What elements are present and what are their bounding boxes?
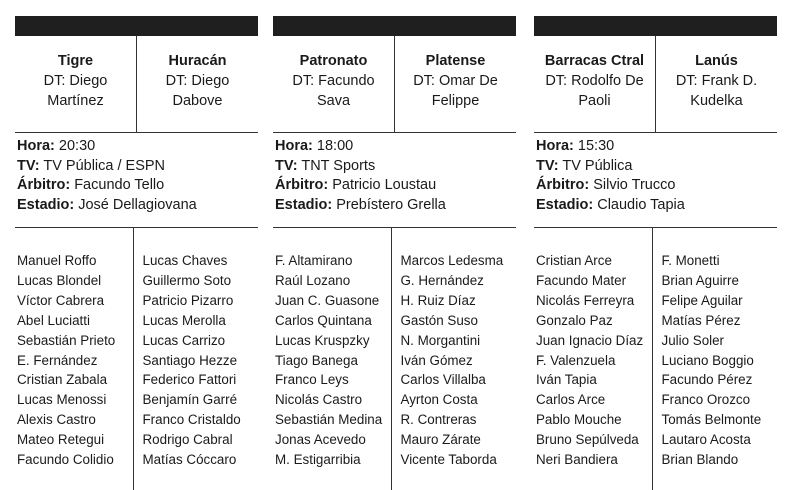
player-name: M. Estigarribia — [275, 452, 361, 468]
player-name: Juan C. Guasone — [275, 292, 380, 308]
info-value: 15:30 — [577, 138, 615, 154]
info-tv — [17, 157, 258, 177]
player-name: Federico Fattori — [142, 372, 237, 388]
match-info — [273, 133, 516, 228]
info-label: TV: — [536, 157, 559, 174]
info-arbitro — [17, 176, 258, 196]
player-name: Nicolás Castro — [275, 392, 363, 408]
info-value: José Dellagiovana — [78, 196, 197, 213]
player-name: Patricio Pizarro — [142, 292, 234, 308]
coach-name: DT: Diego Dabove — [165, 73, 230, 109]
match-card — [15, 16, 258, 490]
info-hora — [275, 137, 516, 157]
away-players-list — [133, 228, 259, 490]
home-team — [534, 36, 655, 132]
player-name: Marcos Ledesma — [400, 253, 504, 268]
player-name: Guillermo Soto — [142, 272, 232, 288]
player-name: Facundo Colidio — [17, 452, 114, 468]
away-team — [136, 36, 258, 132]
info-label: Hora: — [536, 138, 574, 154]
match-info — [15, 133, 258, 228]
info-label: TV: — [275, 157, 298, 174]
player-name: Matías Pérez — [661, 312, 741, 328]
info-label: Hora: — [275, 138, 313, 154]
team-name: Lanús — [695, 53, 738, 69]
team-name: Patronato — [299, 53, 368, 69]
player-name: Tiago Banega — [275, 352, 358, 368]
info-value: Silvio Trucco — [593, 177, 676, 193]
match-card — [273, 16, 516, 490]
player-name: Santiago Hezze — [142, 352, 238, 368]
team-name: Barracas Ctral — [544, 53, 645, 69]
player-name: Luciano Boggio — [661, 352, 754, 368]
player-name: Brian Aguirre — [661, 272, 739, 288]
info-label: Hora: — [17, 138, 55, 154]
teams-row — [15, 36, 258, 133]
player-name: Jonas Acevedo — [275, 432, 366, 448]
teams-row — [273, 36, 516, 133]
away-players-list — [391, 228, 517, 490]
player-name: Mauro Zárate — [400, 432, 481, 448]
player-name: Juan Ignacio Díaz — [536, 332, 644, 348]
player-name: Felipe Aguilar — [661, 292, 743, 308]
info-value: 18:00 — [316, 138, 354, 154]
coach-name: DT: Omar De Felippe — [413, 73, 498, 109]
player-name: Facundo Mater — [536, 272, 627, 288]
info-value: TV Pública — [562, 157, 633, 174]
player-name: Tomás Belmonte — [661, 412, 762, 428]
info-value: 20:30 — [58, 138, 96, 154]
info-value: Facundo Tello — [74, 177, 165, 193]
player-name: Raúl Lozano — [275, 272, 351, 288]
player-name: Carlos Villalba — [400, 372, 486, 388]
player-name: Lucas Menossi — [17, 392, 107, 408]
player-name: Cristian Arce — [536, 253, 612, 268]
player-name: Mateo Retegui — [17, 432, 105, 448]
home-players-list — [534, 228, 652, 490]
player-name: Lautaro Acosta — [661, 432, 751, 448]
header-bar — [273, 16, 516, 36]
away-players-list — [652, 228, 778, 490]
info-arbitro — [275, 176, 516, 196]
player-name: Pablo Mouche — [536, 412, 622, 428]
player-name: Lucas Blondel — [17, 272, 102, 288]
player-name: Matías Cóccaro — [142, 452, 237, 468]
info-label: Árbitro: — [536, 177, 590, 193]
teams-row — [534, 36, 777, 133]
coach-name: DT: Facundo Sava — [292, 73, 375, 109]
home-team — [273, 36, 394, 132]
player-name: Alexis Castro — [17, 412, 96, 428]
player-name: Carlos Arce — [536, 392, 606, 408]
player-name: F. Valenzuela — [536, 352, 616, 368]
player-name: Franco Orozco — [661, 392, 751, 408]
away-team — [655, 36, 777, 132]
header-bar — [534, 16, 777, 36]
lineups — [273, 228, 516, 490]
player-name: Iván Tapia — [536, 372, 597, 388]
info-estadio — [275, 196, 516, 216]
player-name: Vicente Taborda — [400, 452, 497, 468]
info-label: Estadio: — [536, 196, 594, 213]
player-name: Sebastián Prieto — [17, 332, 116, 348]
info-label: Estadio: — [275, 196, 333, 213]
player-name: Ayrton Costa — [400, 392, 478, 408]
info-tv — [536, 157, 777, 177]
home-players-list — [15, 228, 133, 490]
coach-name: DT: Diego Martínez — [43, 73, 108, 109]
player-name: Franco Cristaldo — [142, 412, 241, 428]
player-name: Nicolás Ferreyra — [536, 292, 635, 308]
info-arbitro — [536, 176, 777, 196]
player-name: R. Contreras — [400, 412, 477, 428]
player-name: Brian Blando — [661, 452, 739, 468]
match-info — [534, 133, 777, 228]
player-name: N. Morgantini — [400, 332, 481, 348]
player-name: E. Fernández — [17, 352, 98, 368]
match-card — [534, 16, 777, 490]
player-name: Carlos Quintana — [275, 312, 372, 328]
player-name: Gastón Suso — [400, 312, 478, 328]
info-value: TV Pública / ESPN — [43, 157, 166, 174]
info-label: Árbitro: — [275, 177, 329, 193]
player-name: Víctor Cabrera — [17, 292, 105, 308]
player-name: Lucas Kruspzky — [275, 332, 370, 348]
info-hora — [17, 137, 258, 157]
team-name: Tigre — [57, 53, 94, 69]
info-label: Árbitro: — [17, 177, 71, 193]
info-estadio — [17, 196, 258, 216]
home-players-list — [273, 228, 391, 490]
info-value: TNT Sports — [301, 157, 376, 174]
player-name: H. Ruiz Díaz — [400, 292, 476, 308]
player-name: Facundo Pérez — [661, 372, 753, 388]
player-name: Cristian Zabala — [17, 372, 108, 388]
player-name: Rodrigo Cabral — [142, 432, 233, 448]
player-name: Julio Soler — [661, 332, 725, 348]
player-name: Franco Leys — [275, 372, 349, 388]
player-name: Bruno Sepúlveda — [536, 432, 639, 448]
player-name: Lucas Chaves — [142, 253, 228, 268]
player-name: Gonzalo Paz — [536, 312, 613, 328]
player-name: Abel Luciatti — [17, 312, 90, 328]
player-name: Manuel Roffo — [17, 253, 97, 268]
info-value: Claudio Tapia — [597, 196, 685, 213]
info-value: Prebístero Grella — [336, 196, 446, 213]
player-name: Lucas Merolla — [142, 312, 226, 328]
info-estadio — [536, 196, 777, 216]
header-bar — [15, 16, 258, 36]
coach-name: DT: Rodolfo De Paoli — [545, 73, 644, 109]
player-name: Benjamín Garré — [142, 392, 238, 408]
lineups — [534, 228, 777, 490]
player-name: Lucas Carrizo — [142, 332, 226, 348]
info-hora — [536, 137, 777, 157]
player-name: Sebastián Medina — [275, 412, 383, 428]
player-name: G. Hernández — [400, 272, 484, 288]
home-team — [15, 36, 136, 132]
coach-name: DT: Frank D. Kudelka — [675, 73, 758, 109]
info-tv — [275, 157, 516, 177]
player-name: F. Monetti — [661, 253, 720, 268]
player-name: Neri Bandiera — [536, 452, 618, 468]
info-label: Estadio: — [17, 196, 75, 213]
player-name: Iván Gómez — [400, 352, 473, 368]
info-label: TV: — [17, 157, 40, 174]
player-name: F. Altamirano — [275, 253, 353, 268]
away-team — [394, 36, 516, 132]
team-name: Huracán — [168, 53, 227, 69]
info-value: Patricio Loustau — [332, 177, 437, 193]
lineups — [15, 228, 258, 490]
team-name: Platense — [425, 53, 486, 69]
